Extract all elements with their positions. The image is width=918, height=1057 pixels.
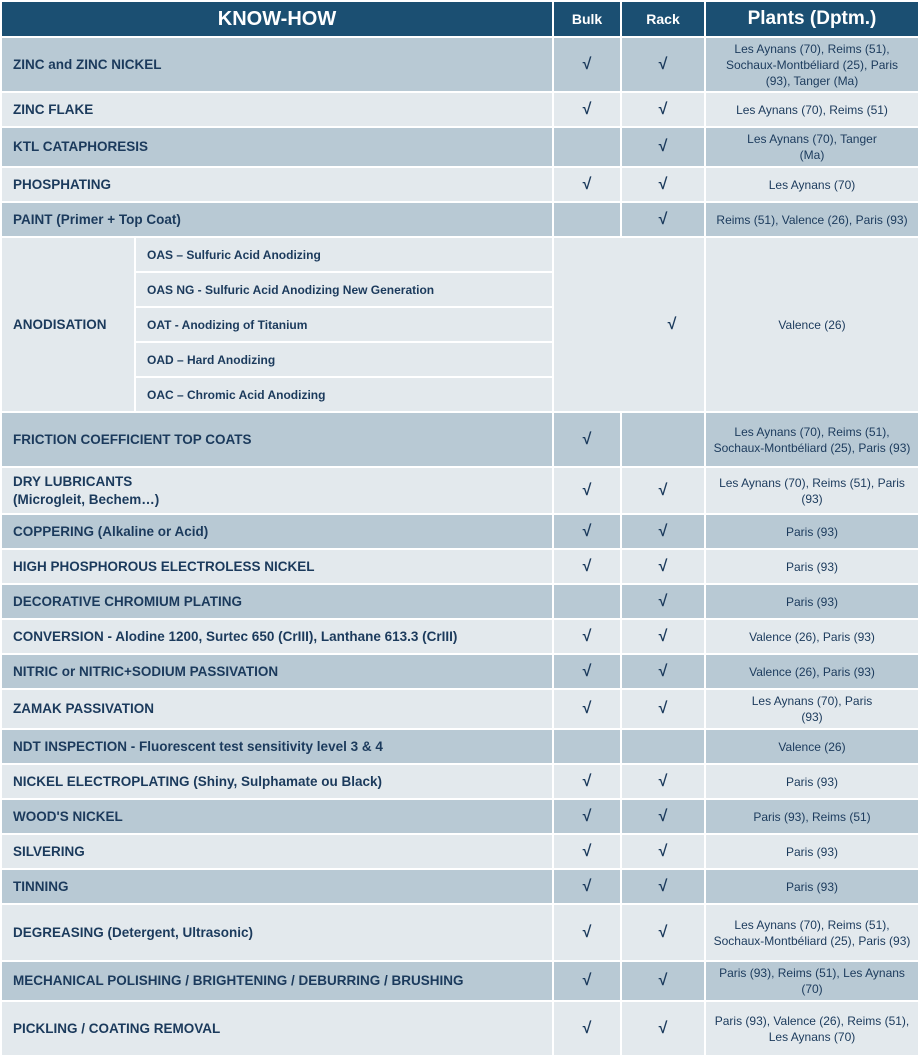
process-name: PHOSPHATING [1, 167, 553, 202]
table-row [1, 619, 918, 654]
anodisation-subtype: OAS NG - Sulfuric Acid Anodizing New Generation [135, 272, 553, 307]
bulk-check-icon [553, 127, 621, 167]
table-row [1, 412, 918, 467]
process-name: NICKEL ELECTROPLATING (Shiny, Sulphamate ou Black) [1, 764, 553, 799]
bulk-check-icon [553, 729, 621, 764]
process-name: WOOD'S NICKEL [1, 799, 553, 834]
rack-check-icon: √ [621, 834, 705, 869]
rack-check-icon: √ [621, 869, 705, 904]
knowhow-header: KNOW-HOW [1, 1, 553, 37]
rack-check-icon: √ [621, 799, 705, 834]
table-row [1, 729, 918, 764]
process-name: TINNING [1, 869, 553, 904]
bulk-check-icon: √ [553, 869, 621, 904]
anodisation-subtype: OAT - Anodizing of Titanium [135, 307, 553, 342]
process-name: ZAMAK PASSIVATION [1, 689, 553, 729]
process-name: KTL CATAPHORESIS [1, 127, 553, 167]
rack-check-icon: √ [621, 764, 705, 799]
bulk-check-icon: √ [553, 689, 621, 729]
bulk-check-icon: √ [553, 412, 621, 467]
table-row [1, 514, 918, 549]
plants-cell: Les Aynans (70), Reims (51), Sochaux-Montbéliard (25), Paris (93) [705, 412, 918, 467]
plants-cell: Paris (93) [705, 764, 918, 799]
bulk-check-icon: √ [553, 904, 621, 961]
rack-check-icon [553, 237, 705, 412]
rack-header: Rack [621, 1, 705, 37]
rack-check-icon: √ [621, 961, 705, 1001]
plants-cell: Les Aynans (70) [705, 167, 918, 202]
table-row [1, 961, 918, 1001]
bulk-check-icon: √ [553, 764, 621, 799]
plants-text: Les Aynans (70), Tanger (Ma) [747, 132, 877, 162]
plants-cell: Valence (26), Paris (93) [705, 654, 918, 689]
bulk-check-icon [553, 202, 621, 237]
plants-cell: Les Aynans (70), Reims (51), Sochaux-Montbéliard (25), Paris (93) [705, 904, 918, 961]
rack-check-icon: √ [621, 654, 705, 689]
process-name: MECHANICAL POLISHING / BRIGHTENING / DEBURRING / BRUSHING [1, 961, 553, 1001]
process-name: COPPERING (Alkaline or Acid) [1, 514, 553, 549]
process-name: DEGREASING (Detergent, Ultrasonic) [1, 904, 553, 961]
rack-check-icon: √ [621, 619, 705, 654]
process-name: NITRIC or NITRIC+SODIUM PASSIVATION [1, 654, 553, 689]
table-row [1, 92, 918, 127]
table-row-anodisation [1, 237, 918, 272]
rack-check-icon: √ [621, 167, 705, 202]
plants-header: Plants (Dptm.) [705, 1, 918, 37]
table-row [1, 764, 918, 799]
process-name: DECORATIVE CHROMIUM PLATING [1, 584, 553, 619]
bulk-check-icon [553, 584, 621, 619]
rack-check-icon: √ [621, 904, 705, 961]
table-row [1, 167, 918, 202]
table-row [1, 799, 918, 834]
anodisation-subtype: OAD – Hard Anodizing [135, 342, 553, 377]
plants-cell: Paris (93), Reims (51), Les Aynans (70) [705, 961, 918, 1001]
process-name: NDT INSPECTION - Fluorescent test sensitivity level 3 & 4 [1, 729, 553, 764]
table-row [1, 37, 918, 92]
table-row [1, 1001, 918, 1056]
plants-text: Les Aynans (70), Paris (93) [751, 694, 873, 724]
rack-check-icon: √ [621, 549, 705, 584]
rack-check-icon: √ [621, 202, 705, 237]
process-name: CONVERSION - Alodine 1200, Surtec 650 (CrIII), Lanthane 613.3 (CrIII) [1, 619, 553, 654]
table-row [1, 202, 918, 237]
rack-check-icon: √ [621, 92, 705, 127]
plants-cell: Valence (26) [705, 729, 918, 764]
table-row [1, 467, 918, 514]
plants-cell: Les Aynans (70), Reims (51), Sochaux-Montbéliard (25), Paris (93), Tanger (Ma) [705, 37, 918, 92]
rack-check-mark: √ [667, 315, 677, 333]
process-name: ANODISATION [1, 237, 135, 412]
rack-check-icon: √ [621, 689, 705, 729]
plants-cell: Les Aynans (70), Reims (51), Paris (93) [705, 467, 918, 514]
plants-cell: Paris (93) [705, 514, 918, 549]
plants-cell: Paris (93), Reims (51) [705, 799, 918, 834]
anodisation-subtype: OAS – Sulfuric Acid Anodizing [135, 237, 553, 272]
rack-check-icon: √ [621, 584, 705, 619]
plants-cell: Les Aynans (70), Reims (51) [705, 92, 918, 127]
table-row [1, 689, 918, 729]
plants-cell: Paris (93) [705, 834, 918, 869]
table-row [1, 904, 918, 961]
plants-cell: Paris (93) [705, 584, 918, 619]
table-row [1, 654, 918, 689]
rack-check-icon: √ [621, 127, 705, 167]
plants-cell [705, 127, 918, 167]
bulk-check-icon: √ [553, 1001, 621, 1056]
process-name: ZINC and ZINC NICKEL [1, 37, 553, 92]
plants-cell [705, 689, 918, 729]
process-name: FRICTION COEFFICIENT TOP COATS [1, 412, 553, 467]
bulk-check-icon: √ [553, 654, 621, 689]
table-row [1, 834, 918, 869]
bulk-check-icon: √ [553, 514, 621, 549]
process-name: ZINC FLAKE [1, 92, 553, 127]
plants-cell: Reims (51), Valence (26), Paris (93) [705, 202, 918, 237]
rack-check-icon: √ [621, 1001, 705, 1056]
bulk-check-icon: √ [553, 799, 621, 834]
process-name: PAINT (Primer + Top Coat) [1, 202, 553, 237]
plants-cell: Paris (93) [705, 869, 918, 904]
rack-check-icon [621, 729, 705, 764]
bulk-check-icon: √ [553, 167, 621, 202]
table-row [1, 869, 918, 904]
rack-check-icon: √ [621, 37, 705, 92]
bulk-check-icon: √ [553, 961, 621, 1001]
bulk-header: Bulk [553, 1, 621, 37]
plants-cell: Paris (93) [705, 549, 918, 584]
process-name: PICKLING / COATING REMOVAL [1, 1001, 553, 1056]
process-name-line1: DRY LUBRICANTS [13, 473, 133, 489]
table-header-row [1, 1, 918, 37]
process-name [1, 467, 553, 514]
table-row [1, 127, 918, 167]
bulk-check-icon: √ [553, 834, 621, 869]
bulk-check-icon: √ [553, 549, 621, 584]
rack-check-icon: √ [621, 514, 705, 549]
rack-check-icon [621, 412, 705, 467]
table-row [1, 584, 918, 619]
bulk-check-icon: √ [553, 37, 621, 92]
process-name: HIGH PHOSPHOROUS ELECTROLESS NICKEL [1, 549, 553, 584]
bulk-check-icon: √ [553, 619, 621, 654]
bulk-check-icon: √ [553, 92, 621, 127]
bulk-check-icon: √ [553, 467, 621, 514]
plants-cell: Valence (26) [705, 237, 918, 412]
process-name-line2: (Microgleit, Bechem…) [13, 491, 160, 507]
table-row [1, 549, 918, 584]
rack-check-icon: √ [621, 467, 705, 514]
anodisation-subtype: OAC – Chromic Acid Anodizing [135, 377, 553, 412]
plants-cell: Valence (26), Paris (93) [705, 619, 918, 654]
plants-cell: Paris (93), Valence (26), Reims (51), Les Aynans (70) [705, 1001, 918, 1056]
process-name: SILVERING [1, 834, 553, 869]
